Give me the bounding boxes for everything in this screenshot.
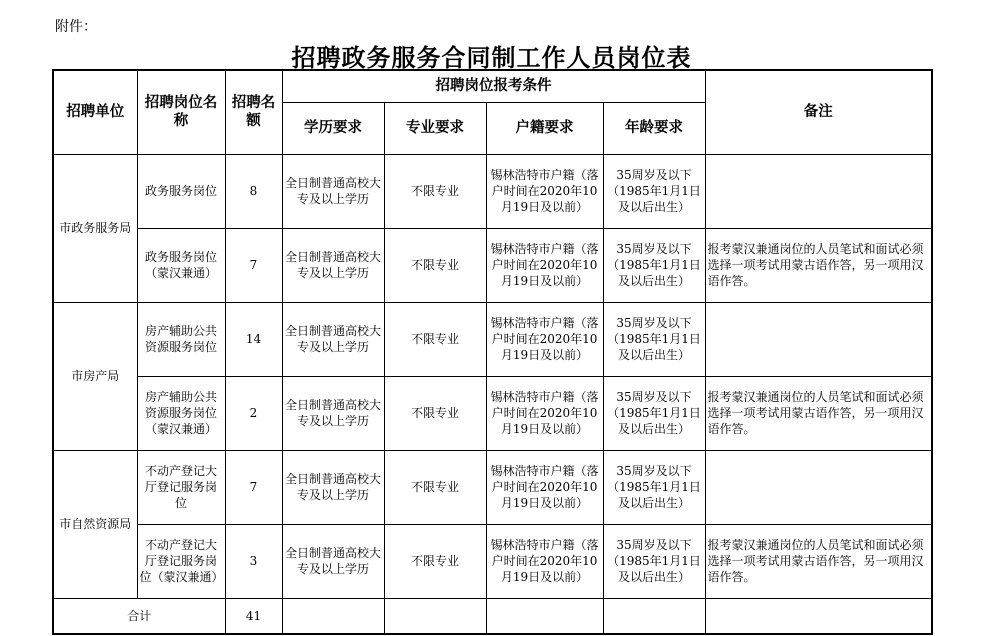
empty-cell xyxy=(603,598,705,634)
table-row xyxy=(53,450,932,524)
total-row xyxy=(53,598,932,634)
table-body xyxy=(53,154,932,634)
major-cell: 不限专业 xyxy=(384,376,486,450)
note-cell xyxy=(705,450,932,524)
header-household: 户籍要求 xyxy=(486,102,603,154)
age-cell: 35周岁及以下（1985年1月1日及以后出生） xyxy=(603,450,705,524)
education-cell: 全日制普通高校大专及以上学历 xyxy=(282,524,384,598)
total-label: 合计 xyxy=(53,598,225,634)
position-cell: 房产辅助公共资源服务岗位 xyxy=(137,302,225,376)
quota-cell: 7 xyxy=(225,450,282,524)
page-title: 招聘政务服务合同制工作人员岗位表 xyxy=(291,43,692,72)
quota-cell: 2 xyxy=(225,376,282,450)
major-cell: 不限专业 xyxy=(384,228,486,302)
education-cell: 全日制普通高校大专及以上学历 xyxy=(282,302,384,376)
education-cell: 全日制普通高校大专及以上学历 xyxy=(282,154,384,228)
age-cell: 35周岁及以下（1985年1月1日及以后出生） xyxy=(603,524,705,598)
header-quota: 招聘名额 xyxy=(225,70,282,154)
position-cell: 不动产登记大厅登记服务岗位（蒙汉兼通） xyxy=(137,524,225,598)
household-cell: 锡林浩特市户籍（落户时间在2020年10月19日及以前） xyxy=(486,154,603,228)
note-cell: 报考蒙汉兼通岗位的人员笔试和面试必须选择一项考试用蒙古语作答，另一项用汉语作答。 xyxy=(705,228,932,302)
education-cell: 全日制普通高校大专及以上学历 xyxy=(282,376,384,450)
household-cell: 锡林浩特市户籍（落户时间在2020年10月19日及以前） xyxy=(486,524,603,598)
major-cell: 不限专业 xyxy=(384,524,486,598)
header-conditions: 招聘岗位报考条件 xyxy=(282,70,705,102)
unit-cell: 市自然资源局 xyxy=(53,450,137,598)
header-age: 年龄要求 xyxy=(603,102,705,154)
position-cell: 房产辅助公共资源服务岗位（蒙汉兼通） xyxy=(137,376,225,450)
empty-cell xyxy=(486,598,603,634)
empty-cell xyxy=(282,598,384,634)
household-cell: 锡林浩特市户籍（落户时间在2020年10月19日及以前） xyxy=(486,228,603,302)
age-cell: 35周岁及以下（1985年1月1日及以后出生） xyxy=(603,376,705,450)
education-cell: 全日制普通高校大专及以上学历 xyxy=(282,228,384,302)
major-cell: 不限专业 xyxy=(384,154,486,228)
quota-cell: 14 xyxy=(225,302,282,376)
household-cell: 锡林浩特市户籍（落户时间在2020年10月19日及以前） xyxy=(486,302,603,376)
empty-cell xyxy=(384,598,486,634)
table-row xyxy=(53,524,932,598)
age-cell: 35周岁及以下（1985年1月1日及以后出生） xyxy=(603,228,705,302)
quota-cell: 3 xyxy=(225,524,282,598)
household-cell: 锡林浩特市户籍（落户时间在2020年10月19日及以前） xyxy=(486,376,603,450)
unit-cell: 市政务服务局 xyxy=(53,154,137,302)
major-cell: 不限专业 xyxy=(384,450,486,524)
education-cell: 全日制普通高校大专及以上学历 xyxy=(282,450,384,524)
note-cell: 报考蒙汉兼通岗位的人员笔试和面试必须选择一项考试用蒙古语作答，另一项用汉语作答。 xyxy=(705,524,932,598)
header-unit: 招聘单位 xyxy=(53,70,137,154)
header-note: 备注 xyxy=(705,70,932,154)
note-cell: 报考蒙汉兼通岗位的人员笔试和面试必须选择一项考试用蒙古语作答，另一项用汉语作答。 xyxy=(705,376,932,450)
attachment-label: 附件： xyxy=(55,19,97,35)
total-quota: 41 xyxy=(225,598,282,634)
header-major: 专业要求 xyxy=(384,102,486,154)
major-cell: 不限专业 xyxy=(384,302,486,376)
table-row xyxy=(53,376,932,450)
quota-cell: 8 xyxy=(225,154,282,228)
quota-cell: 7 xyxy=(225,228,282,302)
note-cell xyxy=(705,302,932,376)
empty-cell xyxy=(705,598,932,634)
position-cell: 不动产登记大厅登记服务岗位 xyxy=(137,450,225,524)
position-cell: 政务服务岗位 xyxy=(137,154,225,228)
age-cell: 35周岁及以下（1985年1月1日及以后出生） xyxy=(603,154,705,228)
header-position: 招聘岗位名称 xyxy=(137,70,225,154)
position-cell: 政务服务岗位（蒙汉兼通） xyxy=(137,228,225,302)
note-cell xyxy=(705,154,932,228)
table-row xyxy=(53,302,932,376)
table-row xyxy=(53,228,932,302)
unit-cell: 市房产局 xyxy=(53,302,137,450)
age-cell: 35周岁及以下（1985年1月1日及以后出生） xyxy=(603,302,705,376)
household-cell: 锡林浩特市户籍（落户时间在2020年10月19日及以前） xyxy=(486,450,603,524)
header-education: 学历要求 xyxy=(282,102,384,154)
table-row xyxy=(53,154,932,228)
positions-table xyxy=(52,69,933,635)
